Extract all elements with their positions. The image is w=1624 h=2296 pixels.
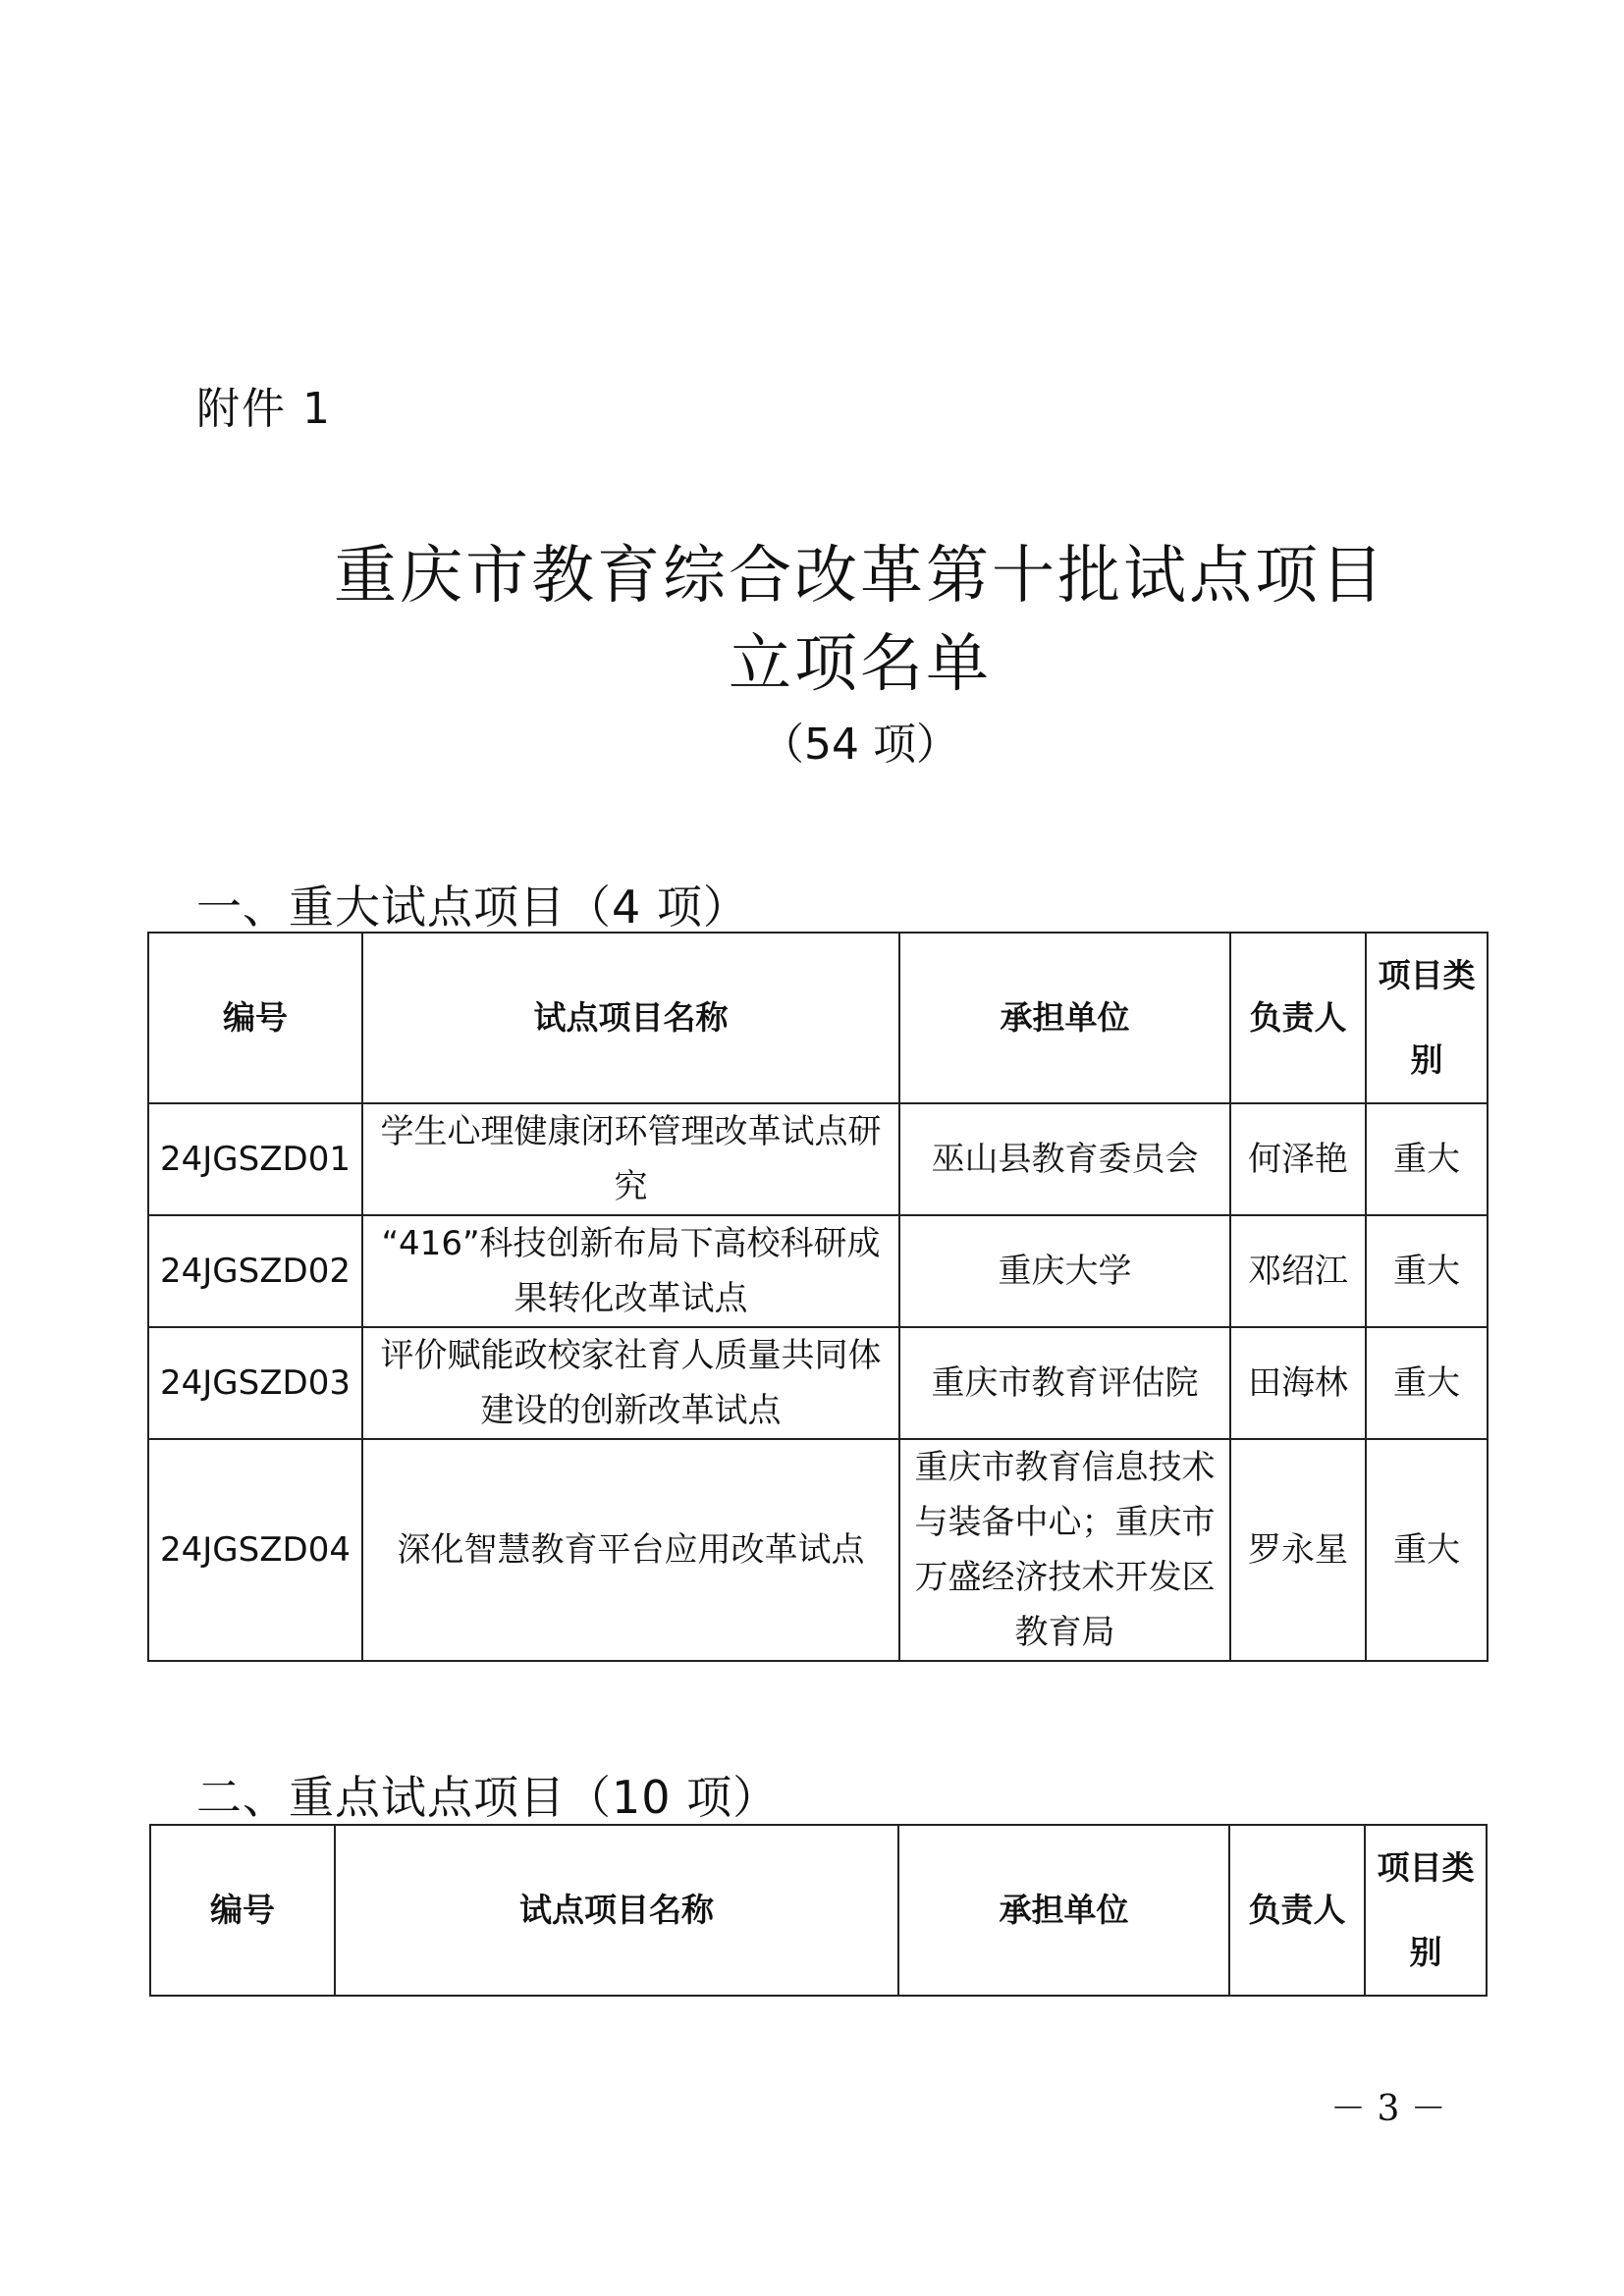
document-title: 重庆市教育综合改革第十批试点项目: [334, 540, 1386, 613]
section-heading-key: 二、重点试点项目（10 项）: [196, 1771, 780, 1824]
cell-code: 24JGSZD02: [148, 1215, 362, 1327]
cell-unit: 重庆市教育信息技术与装备中心；重庆市万盛经济技术开发区教育局: [899, 1439, 1230, 1661]
cell-project-name: 学生心理健康闭环管理改革试点研究: [362, 1103, 899, 1215]
header-code: 编号: [150, 1825, 335, 1996]
cell-code: 24JGSZD04: [148, 1439, 362, 1661]
attachment-label: 附件 1: [196, 384, 332, 434]
cell-leader: 田海林: [1230, 1327, 1366, 1439]
cell-project-name: “416”科技创新布局下高校科研成果转化改革试点: [362, 1215, 899, 1327]
cell-project-name: 评价赋能政校家社育人质量共同体建设的创新改革试点: [362, 1327, 899, 1439]
table-row: [148, 1439, 1488, 1661]
cell-leader: 罗永星: [1230, 1439, 1366, 1661]
cell-category: 重大: [1366, 1215, 1488, 1327]
cell-category: 重大: [1366, 1103, 1488, 1215]
cell-unit: 重庆大学: [899, 1215, 1230, 1327]
header-leader: 负责人: [1229, 1825, 1365, 1996]
section-heading-major: 一、重大试点项目（4 项）: [196, 881, 749, 934]
cell-leader: 邓绍江: [1230, 1215, 1366, 1327]
table-row: [148, 1327, 1488, 1439]
project-count: （54 项）: [761, 720, 959, 770]
table-row: [148, 1103, 1488, 1215]
major-projects-table: [147, 932, 1489, 1662]
header-category: 项目类别: [1366, 933, 1488, 1103]
table-header-row: [148, 933, 1488, 1103]
cell-category: 重大: [1366, 1439, 1488, 1661]
cell-category: 重大: [1366, 1327, 1488, 1439]
header-leader: 负责人: [1230, 933, 1366, 1103]
header-project-name: 试点项目名称: [335, 1825, 898, 1996]
header-code: 编号: [148, 933, 362, 1103]
document-title-line2: 立项名单: [729, 628, 992, 701]
header-project-name: 试点项目名称: [362, 933, 899, 1103]
cell-code: 24JGSZD01: [148, 1103, 362, 1215]
cell-unit: 重庆市教育评估院: [899, 1327, 1230, 1439]
cell-code: 24JGSZD03: [148, 1327, 362, 1439]
cell-leader: 何泽艳: [1230, 1103, 1366, 1215]
cell-unit: 巫山县教育委员会: [899, 1103, 1230, 1215]
page-number: － 3 －: [1330, 2089, 1446, 2129]
cell-project-name: 深化智慧教育平台应用改革试点: [362, 1439, 899, 1661]
header-unit: 承担单位: [899, 933, 1230, 1103]
table-header-row: [150, 1825, 1487, 1996]
header-category: 项目类别: [1365, 1825, 1487, 1996]
key-projects-table: [149, 1824, 1488, 1997]
table-row: [148, 1215, 1488, 1327]
header-unit: 承担单位: [898, 1825, 1229, 1996]
